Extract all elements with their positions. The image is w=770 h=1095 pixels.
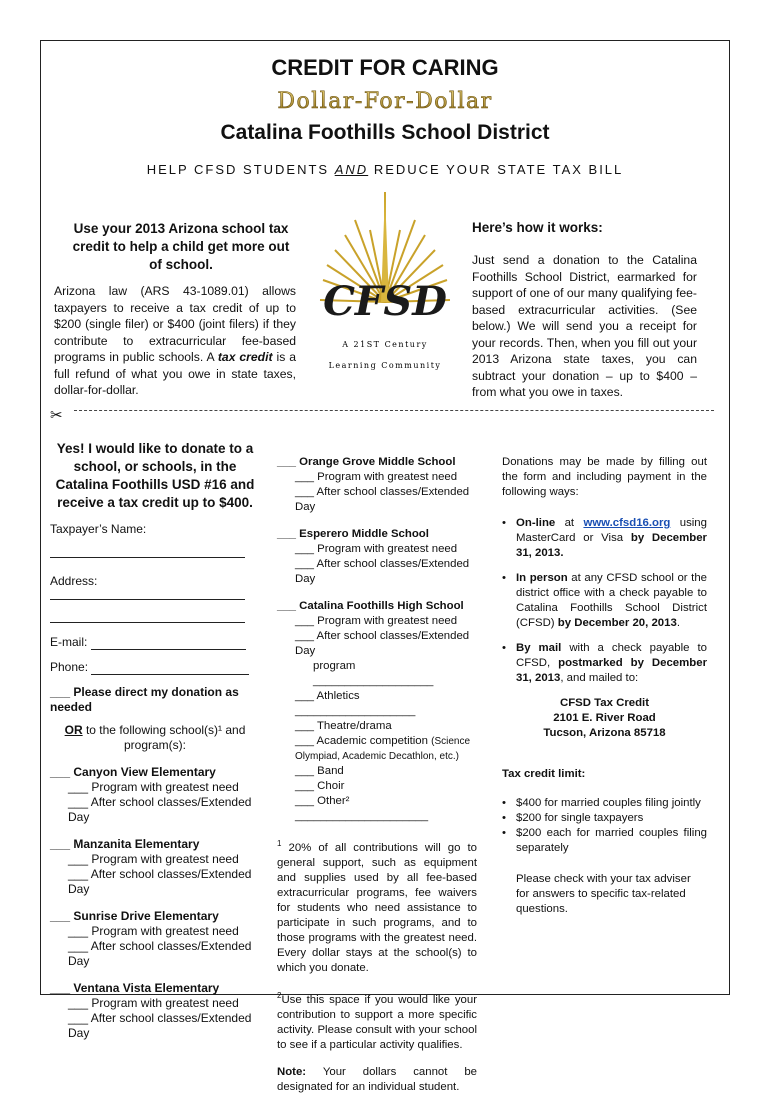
program-greatest-need[interactable]: ___ Program with greatest need [68, 852, 239, 866]
intro-left-heading: Use your 2013 Arizona school tax credit to help a child get more out of school. [72, 221, 290, 272]
limit-text: $400 for married couples filing jointly [516, 797, 701, 809]
band-option[interactable]: ___ Band [295, 765, 344, 777]
footnote-1-mark: 1 [277, 839, 282, 848]
program-greatest-need[interactable]: ___ Program with greatest need [68, 996, 239, 1010]
school-esperero[interactable]: ___ Esperero Middle School [277, 528, 429, 540]
taxpayer-name-label: Taxpayer’s Name: [50, 522, 147, 536]
person-deadline: by December 20, 2013 [557, 617, 677, 629]
academic-note: (Science Olympiad, Academic Decathlon, etc.) [295, 736, 471, 762]
footnote-1-text: 20% of all contributions will go to general support, such as equipment and supplies used by all fee-based extracurricular programs, fee waivers for students who need assistance to participate in such programs, and to those programs with the greatest need. Every dollar stays at the school(s) to which you donate. [277, 841, 477, 974]
school-orange-grove[interactable]: ___ Orange Grove Middle School [277, 456, 456, 468]
online-deadline: by December 31, 2013. [516, 532, 707, 559]
hs-after-school-program[interactable]: program ___________________ [313, 660, 434, 687]
intro-left-text-2: is a full refund of what you owe in state taxes, dollar-for-dollar. [54, 350, 296, 397]
academic-label: ___ Academic competition [295, 735, 428, 747]
note-label: Note: [277, 1065, 307, 1078]
online-rest: using MasterCard or Visa [516, 517, 707, 544]
designation-note [277, 1065, 477, 1095]
taxpayer-name-field[interactable] [50, 537, 245, 558]
tagline-and: AND [334, 162, 369, 177]
payment-column [502, 455, 707, 917]
theatre-option[interactable]: ___ Theatre/drama [295, 720, 392, 732]
after-school-classes[interactable]: ___ After school classes/Extended Day [68, 939, 252, 968]
mail-end: , and mailed to: [560, 672, 639, 684]
school-manzanita[interactable]: ___ Manzanita Elementary [50, 837, 200, 851]
or-schools-text [50, 723, 260, 753]
subtitle [0, 87, 770, 120]
dashed-divider [74, 410, 714, 411]
intro-left-body [54, 283, 296, 399]
limit-text: $200 for single taxpayers [516, 812, 644, 824]
phone-label: Phone: [50, 660, 89, 674]
intro-right-heading: Here’s how it works: [472, 220, 603, 235]
phone-field[interactable] [91, 662, 249, 675]
program-greatest-need[interactable]: ___ Program with greatest need [68, 780, 239, 794]
email-field[interactable] [91, 637, 246, 650]
program-greatest-need[interactable]: ___ Program with greatest need [68, 924, 239, 938]
academic-option[interactable] [277, 734, 477, 764]
intro-right-body: Just send a donation to the Catalina Foothills School District, earmarked for support of one of our many qualifying fee-based extracurricular activities. (See below.) We will send you a receipt for your records. Then, when you fill out your 2013 Arizona state taxes, you can subtract your donation – up to $400 – from what you owe in taxes. [472, 253, 697, 399]
limit-item [502, 811, 707, 826]
other-option[interactable]: ___ Other² _____________________ [295, 795, 429, 822]
or-label: OR [64, 723, 83, 737]
athletics-option[interactable]: ___ Athletics ___________________ [295, 690, 416, 717]
district-name: Catalina Foothills School District [220, 121, 550, 144]
logo-line-1: A 21ST Century [342, 340, 428, 349]
limit-item [502, 826, 707, 856]
in-person-option: • In person at any CFSD school or the district office with a check payable to Catalina Foothills School District (CFSD) by December 20, 2013. [502, 572, 708, 629]
mail-option [502, 641, 707, 686]
subtitle-art [0, 87, 770, 115]
person-rest: at any CFSD school or the district office with a check payable to Catalina Foothills School District (CFSD) [516, 572, 708, 629]
tagline-post: REDUCE YOUR STATE TAX BILL [373, 162, 624, 177]
program-greatest-need[interactable]: ___ Program with greatest need [295, 543, 458, 555]
address-field-1[interactable] [50, 589, 245, 600]
bullet-icon: • [502, 827, 506, 839]
mail-deadline: postmarked by December 31, 2013 [516, 657, 707, 684]
school-ventana-vista[interactable]: ___ Ventana Vista Elementary [50, 981, 220, 995]
bullet-icon: • [502, 517, 506, 529]
direct-donation-option[interactable]: ___ Please direct my donation as needed [50, 685, 239, 714]
program-greatest-need[interactable]: ___ Program with greatest need [295, 615, 458, 627]
bullet-icon: • [502, 812, 506, 824]
address-line-1: CFSD Tax Credit [559, 697, 650, 709]
form-heading: Yes! I would like to donate to a school, or schools, in the Catalina Foothills USD #16 and receive a tax credit up to $400. [55, 441, 255, 510]
address-label: Address: [50, 574, 98, 588]
schools-column [277, 455, 477, 1095]
online-option [502, 516, 707, 561]
school-canyon-view[interactable]: ___ Canyon View Elementary [50, 765, 216, 779]
subtitle-text: Dollar-For-Dollar [277, 89, 493, 114]
footnote-2 [277, 988, 477, 1053]
footnote-2-mark: 2 [277, 990, 282, 1000]
tax-advice: Please check with your tax adviser for answers to specific tax-related questions. [516, 873, 691, 915]
school-catalina-foothills-high[interactable]: ___ Catalina Foothills High School [277, 600, 464, 612]
footnote-2-text: Use this space if you would like your contribution to support a more specific activity. Please consult with your school to see if a particular activity qualifies. [277, 993, 477, 1051]
scissors-icon: ✂ [50, 407, 63, 424]
after-school-classes[interactable]: ___ After school classes/Extended Day [295, 486, 470, 513]
donation-form-column [50, 440, 260, 1041]
after-school-classes[interactable]: ___ After school classes/Extended Day [68, 1011, 252, 1040]
after-school-classes[interactable]: ___ After school classes/Extended Day [68, 867, 252, 896]
page-title: CREDIT FOR CARING [271, 55, 499, 80]
address-line-2: 2101 E. River Road [553, 712, 656, 724]
tagline-pre: HELP CFSD STUDENTS [146, 162, 330, 177]
online-at: at [555, 517, 584, 529]
logo-line-2: Learning Community [328, 361, 442, 370]
address-line-3: Tucson, Arizona 85718 [543, 727, 666, 739]
school-sunrise-drive[interactable]: ___ Sunrise Drive Elementary [50, 909, 219, 923]
tagline [0, 162, 770, 177]
limit-item [502, 796, 707, 811]
hs-after-school[interactable]: ___ After school classes/Extended Day [295, 630, 470, 657]
logo-art [315, 190, 455, 380]
after-school-classes[interactable]: ___ After school classes/Extended Day [295, 558, 470, 585]
mail-label: By mail [516, 642, 562, 654]
note-text: Your dollars cannot be designated for an individual student. [277, 1065, 477, 1093]
email-label: E-mail: [50, 635, 88, 649]
program-greatest-need[interactable]: ___ Program with greatest need [295, 471, 458, 483]
bullet-icon: • [502, 797, 506, 809]
donation-intro: Donations may be made by filling out the form and including payment in the following ways: [502, 456, 707, 498]
mailing-address [502, 696, 707, 741]
limit-text: $200 each for married couples filing separately [516, 827, 707, 854]
bullet-icon: • [502, 642, 506, 654]
tax-credit-em: tax credit [217, 350, 273, 364]
online-label: On-line [516, 517, 556, 529]
cut-line [44, 406, 724, 426]
intro-left-text-1: Arizona law (ARS 43-1089.01) allows taxpayers to receive a tax credit of up to $200 (single filer) or $400 (joint filers) if they contribute to extracurricular fee-based programs in public schools. A [54, 284, 296, 364]
bullet-icon: • [502, 572, 506, 584]
choir-option[interactable]: ___ Choir [295, 780, 345, 792]
mail-rest: with a check payable to CFSD, [516, 642, 707, 669]
logo-letters: CFSD [323, 278, 447, 325]
footnote-1 [277, 836, 477, 976]
address-field-2[interactable] [50, 600, 245, 623]
after-school-classes[interactable]: ___ After school classes/Extended Day [68, 795, 252, 824]
cfsd-website-link[interactable]: www.cfsd16.org [583, 517, 671, 529]
person-label: In person [516, 572, 568, 584]
tax-limit-heading: Tax credit limit: [502, 768, 586, 780]
or-rest: to the following school(s)¹ and program(s): [82, 723, 246, 752]
cfsd-logo [315, 190, 455, 380]
